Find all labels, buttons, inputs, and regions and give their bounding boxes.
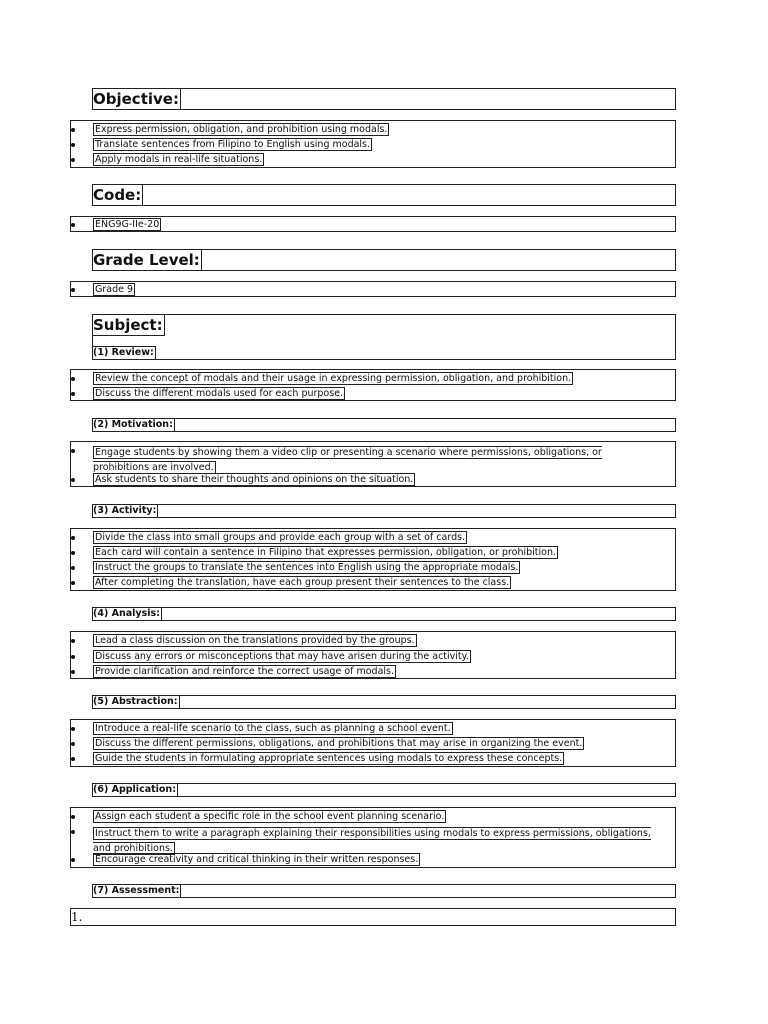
code-list [70,216,676,232]
list-item: Engage students by showing them a video clip or presenting a scenario where permissions, obligations, or prohibitions are involved. [93,445,653,475]
list-item: Discuss the different modals used for each purpose. [93,388,345,400]
bullet-icon [71,478,75,482]
bullet-icon [71,655,75,659]
list-item: After completing the translation, have each group present their sentences to the class. [93,577,511,589]
list-item: Express permission, obligation, and prohibition using modals. [93,124,389,136]
list-item: Encourage creativity and critical thinking in their written responses. [93,854,420,866]
assessment-list [70,908,676,926]
motivation-label-box [92,418,676,432]
list-item: Discuss any errors or misconceptions that may have arisen during the activity. [93,651,471,663]
list-item: Translate sentences from Filipino to English using modals. [93,139,372,151]
bullet-icon [71,639,75,643]
activity-list [70,528,676,591]
application-list [70,807,676,868]
bullet-icon [71,158,75,162]
bullet-icon [71,223,75,227]
list-item: Ask students to share their thoughts and opinions on the situation. [93,474,415,486]
bullet-icon [71,288,75,292]
bullet-icon [71,551,75,555]
grade-level-heading-box [92,249,676,271]
abstraction-list [70,719,676,767]
abstraction-label: (5) Abstraction: [93,696,178,707]
list-item: Apply modals in real-life situations. [93,154,264,166]
grade-level-heading: Grade Level: [93,251,200,269]
list-item: Instruct the groups to translate the sentences into English using the appropriate modals. [93,562,520,574]
subject-heading: Subject: [93,316,163,334]
assessment-item-number: 1. [71,910,83,924]
abstraction-label-box [92,695,676,709]
bullet-icon [71,830,75,834]
bullet-icon [71,727,75,731]
bullet-icon [71,858,75,862]
list-item: Guide the students in formulating appropriate sentences using modals to express these concepts. [93,753,564,765]
activity-label-box [92,504,676,518]
bullet-icon [71,815,75,819]
bullet-icon [71,143,75,147]
grade-level-list [70,281,676,297]
code-heading: Code: [93,186,142,204]
motivation-list [70,441,676,487]
application-label-box [92,783,676,797]
list-item: Provide clarification and reinforce the correct usage of modals. [93,666,396,678]
bullet-icon [71,670,75,674]
motivation-label: (2) Motivation: [93,419,173,430]
bullet-icon [71,742,75,746]
bullet-icon [71,128,75,132]
list-item: Lead a class discussion on the translations provided by the groups. [93,635,417,647]
bullet-icon [71,566,75,570]
analysis-list [70,631,676,679]
review-label: (1) Review: [93,347,154,358]
bullet-icon [71,757,75,761]
list-item: Each card will contain a sentence in Filipino that expresses permission, obligation, or prohibition. [93,547,558,559]
bullet-icon [71,536,75,540]
list-item: Assign each student a specific role in the school event planning scenario. [93,811,446,823]
code-heading-box [92,184,676,206]
assessment-label: (7) Assessment: [93,885,180,896]
objective-list [70,120,676,168]
list-item: Instruct them to write a paragraph explaining their responsibilities using modals to express permissions, obligations, and prohibitions. [93,826,653,856]
list-item: ENG9G-IIe-20 [93,219,161,231]
analysis-label-box [92,607,676,621]
objective-heading: Objective: [93,90,179,108]
review-list [70,369,676,401]
activity-label: (3) Activity: [93,505,157,516]
list-item: Grade 9 [93,284,135,296]
subject-heading-box [92,314,676,360]
analysis-label: (4) Analysis: [93,608,160,619]
assessment-label-box [92,884,676,898]
bullet-icon [71,449,75,453]
application-label: (6) Application: [93,784,176,795]
bullet-icon [71,377,75,381]
list-item: Introduce a real-life scenario to the class, such as planning a school event. [93,723,453,735]
bullet-icon [71,581,75,585]
list-item: Divide the class into small groups and provide each group with a set of cards. [93,532,467,544]
bullet-icon [71,392,75,396]
list-item: Review the concept of modals and their usage in expressing permission, obligation, and prohibition. [93,373,573,385]
objective-heading-box [92,88,676,110]
list-item: Discuss the different permissions, obligations, and prohibitions that may arise in organizing the event. [93,738,584,750]
